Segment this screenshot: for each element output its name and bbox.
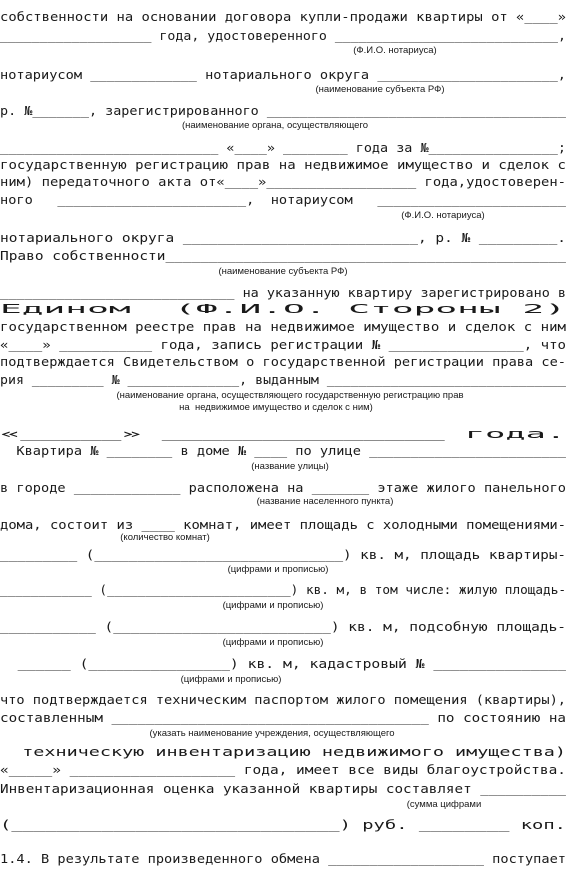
text-line: государственную регистрацию прав на недвижимое имущество и сделок с: [0, 158, 566, 172]
text-line: _________ (_____________________________) кв. м, площадь квартиры-: [0, 548, 566, 562]
text-line: ного _______________________, нотариусом _______________________: [0, 193, 566, 207]
text-line: Право собственности______________________________________________: [0, 249, 566, 263]
text-line: составленным _____________________________________ по состоянию на: [0, 711, 566, 725]
text-line: собственности на основании договора купли-продажи квартиры от «____»: [0, 10, 566, 24]
text-line: ______ (________________) кв. м, кадастровый № _______________: [0, 657, 566, 671]
text-line: нотариального округа ___________________________, р. № _________.: [0, 231, 566, 245]
field-caption: (Ф.И.О. нотариуса): [401, 210, 485, 221]
field-caption: (наименование органа, осуществляющего: [181, 120, 368, 131]
text-line: ___________________________ «____» ________ года за №________________;: [0, 141, 566, 155]
field-caption: (сумма цифрами: [406, 799, 482, 810]
field-caption: (указать наименование учреждения, осуществляющего: [149, 728, 395, 739]
field-caption: (цифрами и прописью): [222, 600, 324, 611]
field-caption: (наименование органа, осуществляющего государственную регистрацию прав: [116, 390, 464, 401]
text-line: техническую инвентаризацию недвижимого имущества): [0, 745, 566, 759]
field-caption: (название улицы): [251, 461, 329, 472]
text-line: ___________________ года, удостоверенного ____________________________,: [0, 29, 566, 43]
text-line: _____________________________ на указанную квартиру зарегистрировано в: [0, 286, 566, 300]
text-line: что подтверждается техническим паспортом жилого помещения (квартиры),: [0, 693, 566, 707]
field-caption: (цифрами и прописью): [227, 564, 329, 575]
text-line: ___________ (_________________________) кв. м, подсобную площадь-: [0, 620, 566, 634]
text-line: (_____________________________) руб. ________ коп.: [0, 818, 566, 832]
field-caption: (наименование субъекта РФ): [315, 84, 445, 95]
text-line: подтверждается Свидетельством о государственной регистрации права се-: [0, 355, 566, 369]
text-line: ____________ (________________________) кв. м, в том числе: жилую площадь-: [0, 583, 566, 597]
text-line: «_____» ___________________ года, имеет все виды благоустройства.: [0, 763, 566, 777]
text-line: государственном реестре прав на недвижимое имущество и сделок с ним: [0, 320, 566, 334]
field-caption: на недвижимое имущество и сделок с ним): [179, 402, 373, 413]
text-line: р. №_______, зарегистрированного _____________________________________: [0, 104, 566, 118]
text-line: 1.4. В результате произведенного обмена ___________________ поступает: [0, 852, 566, 866]
field-caption: (количество комнат): [120, 532, 210, 543]
text-line: ним) передаточного акта от«____»__________________ года,удостоверен-: [0, 175, 566, 189]
text-line: в городе _____________ расположена на _______ этаже жилого панельного: [0, 481, 566, 495]
field-caption: (цифрами и прописью): [222, 637, 324, 648]
field-caption: (Ф.И.О. нотариуса): [353, 45, 437, 56]
text-line: дома, состоит из ____ комнат, имеет площадь с холодными помещениями-: [0, 518, 566, 532]
text-line: Квартира № ________ в доме № ____ по улице ________________________: [0, 444, 566, 458]
field-caption: (цифрами и прописью): [180, 674, 282, 685]
text-line: Инвентаризационная оценка указанной квартиры составляет __________: [0, 782, 566, 796]
field-caption: (название населенного пункта): [256, 496, 394, 507]
text-line: нотариусом _____________ нотариального округа ______________________,: [0, 68, 566, 82]
text-line: Едином (Ф.И.О. Стороны 2): [0, 302, 566, 316]
text-line: «_____» ______________ года.: [0, 427, 566, 441]
field-caption: (наименование субъекта РФ): [218, 266, 348, 277]
text-line: «____» ___________ года, запись регистрации № ________________, что: [0, 338, 566, 352]
text-line: рия _________ № ______________, выданным ______________________________: [0, 373, 566, 387]
